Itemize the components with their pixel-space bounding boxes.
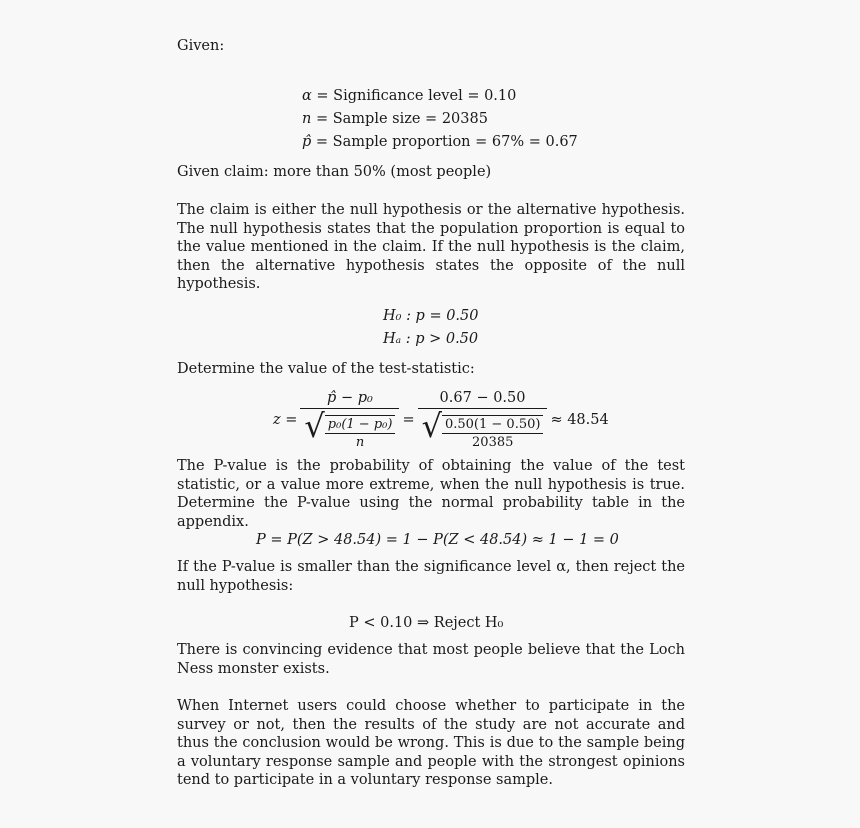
conclusion-paragraph: There is convincing evidence that most people believe that the Loch Ness monster exists. [177, 642, 685, 677]
null-hypothesis: H₀ : p = 0.50 [383, 308, 479, 324]
fraction-numerator: 0.67 − 0.50 [439, 390, 526, 406]
pvalue-equation: P = P(Z > 48.54) = 1 − P(Z < 48.54) ≈ 1 − 1 = 0 [256, 532, 619, 548]
pvalue-paragraph: The P-value is the probability of obtaining the value of the test statistic, or a value more extreme, when the null hypothesis is true. Determine the P-value using the normal probability table in the appendix. [177, 458, 685, 530]
definition-text: = Sample size = 20385 [311, 111, 488, 127]
radicand [442, 415, 543, 450]
test-stat-label: Determine the value of the test-statistic: [177, 361, 475, 377]
symbolic-fraction [300, 390, 399, 450]
z-formula [273, 390, 609, 450]
radicand [325, 415, 396, 450]
radicand-numerator: 0.50(1 − 0.50) [444, 417, 541, 432]
fraction-denominator [300, 409, 399, 450]
decision-paragraph: If the P-value is smaller than the significance level α, then reject the null hypothesis: [177, 559, 685, 594]
definition-alpha [302, 87, 516, 106]
radicand-denominator: 20385 [472, 435, 514, 450]
given-label: Given: [177, 38, 225, 54]
sqrt-icon: √ [421, 407, 442, 445]
hypothesis-paragraph: The claim is either the null hypothesis or the alternative hypothesis. The null hypothesis states that the population proportion is equal to the value mentioned in the claim. If the null hypothesis is the claim, then the alternative hypothesis states the opposite of the null hypothesis. [177, 202, 685, 293]
definition-symbol: α [302, 88, 312, 104]
numeric-fraction [418, 390, 548, 450]
equals-sign: = [402, 412, 415, 428]
z-lhs: z = [273, 412, 298, 428]
claim-line: Given claim: more than 50% (most people) [177, 164, 492, 180]
definition-text: = Significance level = 0.10 [311, 88, 517, 104]
definition-n [302, 110, 488, 129]
sqrt-icon: √ [304, 407, 325, 445]
definition-text: = Sample proportion = 67% = 0.67 [311, 134, 578, 150]
definition-phat [302, 133, 578, 152]
definition-symbol: p̂ [302, 134, 312, 150]
final-paragraph: When Internet users could choose whether to participate in the survey or not, then the results of the study are not accurate and thus the conclusion would be wrong. This is due to the sample being a voluntary response sample and people with the strongest opinions tend to participate in a voluntary response sample. [177, 698, 685, 789]
radicand-numerator: p₀(1 − p₀) [327, 417, 393, 432]
decision-equation: P < 0.10 ⇒ Reject H₀ [349, 615, 504, 631]
fraction-numerator: p̂ − p₀ [327, 390, 373, 406]
fraction-denominator [418, 409, 548, 450]
radicand-denominator: n [355, 435, 365, 450]
definition-symbol: n [302, 111, 312, 127]
alternative-hypothesis: Hₐ : p > 0.50 [383, 331, 479, 347]
z-result: ≈ 48.54 [550, 412, 609, 428]
